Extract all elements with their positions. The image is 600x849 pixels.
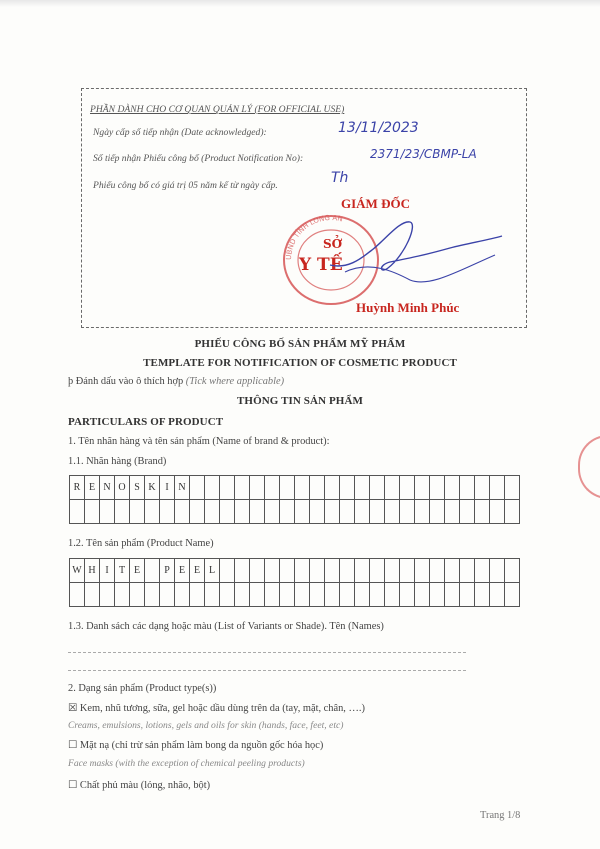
product-cell xyxy=(310,559,325,583)
date-acknowledged-label: Ngày cấp số tiếp nhận (Date acknowledged): xyxy=(93,127,267,138)
variants-line-2 xyxy=(68,670,466,671)
brand-cell xyxy=(505,476,520,500)
product-grid xyxy=(69,558,520,607)
empty-grid-cell xyxy=(190,583,205,607)
empty-grid-cell xyxy=(340,583,355,607)
brand-cell xyxy=(445,476,460,500)
empty-grid-cell xyxy=(505,583,520,607)
form-title-vn: PHIẾU CÔNG BỐ SẢN PHẨM MỸ PHẨM xyxy=(194,338,406,350)
validity-label: Phiếu công bố có giá trị 05 năm kể từ ngày cấp. xyxy=(93,180,278,191)
empty-grid-cell xyxy=(460,583,475,607)
empty-grid-cell xyxy=(265,500,280,524)
empty-grid-cell xyxy=(295,583,310,607)
question-1-2: 1.2. Tên sản phẩm (Product Name) xyxy=(68,538,214,549)
empty-grid-cell xyxy=(355,583,370,607)
question-1-1: 1.1. Nhãn hàng (Brand) xyxy=(68,456,167,467)
brand-cell xyxy=(235,476,250,500)
empty-grid-cell xyxy=(415,583,430,607)
product-cell xyxy=(460,559,475,583)
empty-grid-cell xyxy=(190,500,205,524)
empty-grid-cell xyxy=(475,500,490,524)
empty-grid-cell xyxy=(265,583,280,607)
empty-grid-cell xyxy=(325,500,340,524)
brand-cell xyxy=(430,476,445,500)
empty-grid-cell xyxy=(250,583,265,607)
empty-grid-cell xyxy=(385,500,400,524)
handwritten-signature xyxy=(310,210,510,300)
notification-number-label: Số tiếp nhận Phiếu công bố (Product Notification No): xyxy=(93,153,304,164)
empty-grid-cell xyxy=(160,583,175,607)
empty-grid-cell xyxy=(280,583,295,607)
brand-cell xyxy=(220,476,235,500)
brand-cell: N xyxy=(100,476,115,500)
empty-grid-cell xyxy=(85,500,100,524)
empty-grid-cell xyxy=(490,583,505,607)
brand-cell xyxy=(490,476,505,500)
seal-line-1: SỞ xyxy=(323,237,343,251)
brand-cell xyxy=(190,476,205,500)
empty-grid-cell xyxy=(505,500,520,524)
empty-grid-cell xyxy=(100,500,115,524)
brand-grid-row-1 xyxy=(70,476,520,500)
product-cell: W xyxy=(70,559,85,583)
empty-grid-cell xyxy=(85,583,100,607)
product-cell xyxy=(445,559,460,583)
product-cell xyxy=(370,559,385,583)
product-cell: P xyxy=(160,559,175,583)
product-cell: I xyxy=(100,559,115,583)
brand-cell xyxy=(265,476,280,500)
option-face-masks-en: Face masks (with the exception of chemical peeling products) xyxy=(68,758,305,769)
product-cell xyxy=(280,559,295,583)
brand-cell: N xyxy=(175,476,190,500)
brand-cell: R xyxy=(70,476,85,500)
empty-grid-cell xyxy=(490,500,505,524)
brand-cell xyxy=(385,476,400,500)
director-title: GIÁM ĐỐC xyxy=(341,196,410,211)
seal-ring-text: UBND TỈNH LONG AN xyxy=(284,213,344,261)
product-cell xyxy=(295,559,310,583)
empty-grid-cell xyxy=(370,500,385,524)
question-1-3: 1.3. Danh sách các dạng hoặc màu (List of Variants or Shade). Tên (Names) xyxy=(68,621,384,632)
empty-grid-cell xyxy=(220,500,235,524)
empty-grid-cell xyxy=(145,583,160,607)
empty-grid-cell xyxy=(205,500,220,524)
empty-grid-cell xyxy=(250,500,265,524)
option-creams[interactable]: ☒ Kem, nhũ tương, sữa, gel hoặc dầu dùng trên da (tay, mặt, chân, ….) xyxy=(68,703,365,714)
brand-cell xyxy=(370,476,385,500)
variants-line-1 xyxy=(68,652,466,653)
product-grid-row-1 xyxy=(70,559,520,583)
empty-grid-cell xyxy=(475,583,490,607)
empty-grid-cell xyxy=(310,500,325,524)
product-cell: H xyxy=(85,559,100,583)
empty-grid-cell xyxy=(445,500,460,524)
director-initials: Th xyxy=(331,170,349,186)
empty-grid-cell xyxy=(175,583,190,607)
empty-grid-cell xyxy=(235,500,250,524)
brand-cell xyxy=(325,476,340,500)
brand-grid xyxy=(69,475,520,524)
empty-grid-cell xyxy=(355,500,370,524)
brand-cell: E xyxy=(85,476,100,500)
empty-grid-cell xyxy=(325,583,340,607)
product-cell xyxy=(220,559,235,583)
empty-grid-cell xyxy=(130,500,145,524)
empty-grid-cell xyxy=(295,500,310,524)
section-title-en: PARTICULARS OF PRODUCT xyxy=(68,416,224,428)
empty-grid-cell xyxy=(235,583,250,607)
option-tinted-bases[interactable]: ☐ Chất phủ màu (lỏng, nhão, bột) xyxy=(68,780,211,791)
empty-grid-cell xyxy=(340,500,355,524)
empty-grid-cell xyxy=(100,583,115,607)
product-cell: E xyxy=(190,559,205,583)
product-cell xyxy=(265,559,280,583)
section-title-vn: THÔNG TIN SẢN PHẨM xyxy=(237,395,363,407)
tick-note-en: (Tick where applicable) xyxy=(185,376,285,387)
brand-cell: S xyxy=(130,476,145,500)
product-cell xyxy=(490,559,505,583)
empty-grid-cell xyxy=(310,583,325,607)
seal-line-2: Y TẾ xyxy=(299,255,343,275)
brand-cell: I xyxy=(160,476,175,500)
product-cell xyxy=(145,559,160,583)
empty-grid-cell xyxy=(280,500,295,524)
product-cell xyxy=(340,559,355,583)
empty-grid-cell xyxy=(460,500,475,524)
brand-grid-row-2 xyxy=(70,500,520,524)
empty-grid-cell xyxy=(430,500,445,524)
brand-cell xyxy=(415,476,430,500)
brand-cell xyxy=(280,476,295,500)
empty-grid-cell xyxy=(145,500,160,524)
product-cell xyxy=(415,559,430,583)
product-cell: L xyxy=(205,559,220,583)
empty-grid-cell xyxy=(130,583,145,607)
brand-cell xyxy=(295,476,310,500)
question-2: 2. Dạng sản phẩm (Product type(s)) xyxy=(68,683,217,694)
product-cell: E xyxy=(130,559,145,583)
empty-grid-cell xyxy=(415,500,430,524)
empty-grid-cell xyxy=(205,583,220,607)
product-cell xyxy=(385,559,400,583)
option-face-masks[interactable]: ☐ Mặt nạ (chỉ trừ sản phẩm làm bong da nguồn gốc hóa học) xyxy=(68,740,324,751)
product-cell xyxy=(475,559,490,583)
empty-grid-cell xyxy=(220,583,235,607)
brand-cell: K xyxy=(145,476,160,500)
option-creams-en: Creams, emulsions, lotions, gels and oils for skin (hands, face, feet, etc) xyxy=(68,720,344,731)
empty-grid-cell xyxy=(400,583,415,607)
edge-stamp-fragment xyxy=(578,435,600,499)
empty-grid-cell xyxy=(400,500,415,524)
empty-grid-cell xyxy=(115,583,130,607)
brand-cell xyxy=(460,476,475,500)
product-cell xyxy=(250,559,265,583)
product-cell xyxy=(505,559,520,583)
signer-name: Huỳnh Minh Phúc xyxy=(356,300,460,315)
tick-note-vn: þ Đánh dấu vào ô thích hợp xyxy=(68,376,184,387)
brand-cell xyxy=(355,476,370,500)
empty-grid-cell xyxy=(115,500,130,524)
empty-grid-cell xyxy=(385,583,400,607)
brand-cell xyxy=(205,476,220,500)
empty-grid-cell xyxy=(70,583,85,607)
date-acknowledged-value: 13/11/2023 xyxy=(338,120,419,136)
empty-grid-cell xyxy=(70,500,85,524)
brand-cell: O xyxy=(115,476,130,500)
brand-cell xyxy=(400,476,415,500)
product-grid-row-2 xyxy=(70,583,520,607)
brand-cell xyxy=(475,476,490,500)
product-cell xyxy=(400,559,415,583)
product-cell: E xyxy=(175,559,190,583)
notification-number-value: 2371/23/CBMP-LA xyxy=(370,147,477,161)
product-cell xyxy=(430,559,445,583)
product-cell xyxy=(235,559,250,583)
product-cell xyxy=(355,559,370,583)
empty-grid-cell xyxy=(430,583,445,607)
tick-note xyxy=(68,376,284,387)
page-number: Trang 1/8 xyxy=(480,810,521,821)
question-1: 1. Tên nhãn hàng và tên sản phẩm (Name of brand & product): xyxy=(68,436,330,447)
empty-grid-cell xyxy=(160,500,175,524)
brand-cell xyxy=(250,476,265,500)
empty-grid-cell xyxy=(175,500,190,524)
form-title-en: TEMPLATE FOR NOTIFICATION OF COSMETIC PRODUCT xyxy=(143,357,457,369)
empty-grid-cell xyxy=(445,583,460,607)
scan-edge xyxy=(0,0,600,7)
product-cell xyxy=(325,559,340,583)
product-cell: T xyxy=(115,559,130,583)
brand-cell xyxy=(310,476,325,500)
empty-grid-cell xyxy=(370,583,385,607)
official-heading: PHẦN DÀNH CHO CƠ QUAN QUẢN LÝ (FOR OFFICIAL USE) xyxy=(90,104,345,115)
brand-cell xyxy=(340,476,355,500)
